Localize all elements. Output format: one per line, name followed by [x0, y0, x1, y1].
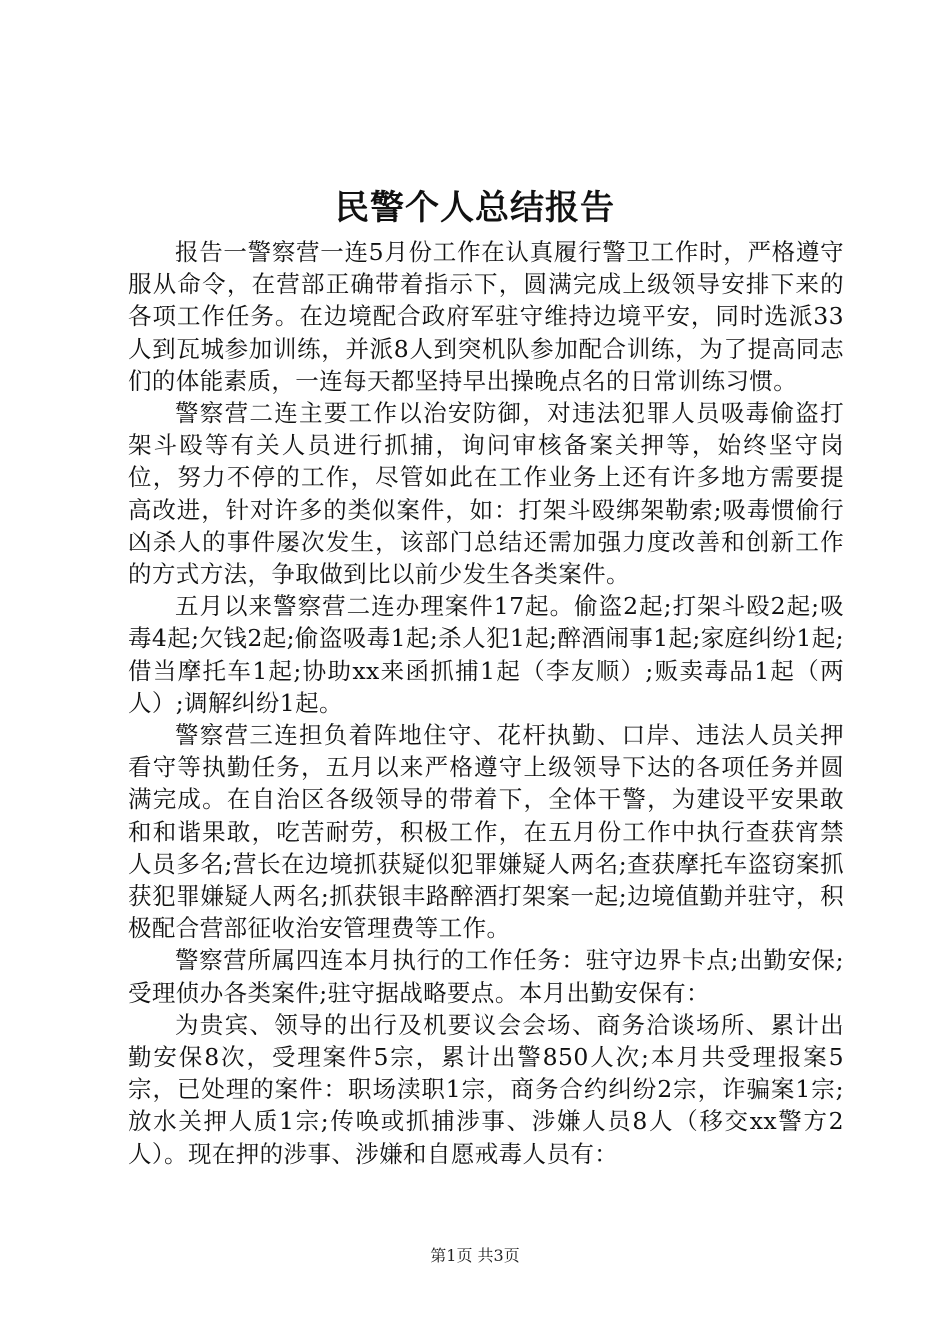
document-body [128, 236, 844, 1170]
paragraph-2: 警察营二连主要工作以治安防御，对违法犯罪人员吸毒偷盗打架斗殴等有关人员进行抓捕，询问审核备案关押等，始终坚守岗位，努力不停的工作，尽管如此在工作业务上还有许多地方需要提高改进，针对许多的类似案件，如：打架斗殴绑架勒索;吸毒惯偷行凶杀人的事件屡次发生，该部门总结还需加强力度改善和创新工作的方式方法，争取做到比以前少发生各类案件。 [128, 399, 844, 589]
paragraph-4: 警察营三连担负着阵地住守、花杆执勤、口岸、违法人员关押看守等执勤任务，五月以来严格遵守上级领导下达的各项任务并圆满完成。在自治区各级领导的带着下，全体干警，为建设平安果敢和和谐果敢，吃苦耐劳，积极工作，在五月份工作中执行查获宵禁人员多名;营长在边境抓获疑似犯罪嫌疑人两名;查获摩托车盗窃案抓获犯罪嫌疑人两名;抓获银丰路醉酒打架案一起;边境值勤并驻守，积极配合营部征收治安管理费等工作。 [128, 721, 844, 943]
paragraph-1: 报告一警察营一连5月份工作在认真履行警卫工作时，严格遵守服从命令，在营部正确带着指示下，圆满完成上级领导安排下来的各项工作任务。在边境配合政府军驻守维持边境平安，同时选派33人到瓦城参加训练，并派8人到突机队参加配合训练，为了提高同志们的体能素质，一连每天都坚持早出操晚点名的日常训练习惯。 [128, 238, 844, 395]
page-number-footer: 第1页 共3页 [430, 1246, 520, 1265]
document-title: 民警个人总结报告 [335, 188, 615, 228]
paragraph-3: 五月以来警察营二连办理案件17起。偷盗2起;打架斗殴2起;吸毒4起;欠钱2起;偷盗吸毒1起;杀人犯1起;醉酒闹事1起;家庭纠纷1起;借当摩托车1起;协助xx来函抓捕1起（李友顺）;贩卖毒品1起（两人）;调解纠纷1起。 [128, 592, 844, 717]
paragraph-6: 为贵宾、领导的出行及机要议会会场、商务洽谈场所、累计出勤安保8次，受理案件5宗，累计出警850人次;本月共受理报案5宗，已处理的案件：职场渎职1宗，商务合约纠纷2宗，诈骗案1宗;放水关押人质1宗;传唤或抓捕涉事、涉嫌人员8人（移交xx警方2人）。现在押的涉事、涉嫌和自愿戒毒人员有： [128, 1010, 844, 1168]
paragraph-5: 警察营所属四连本月执行的工作任务：驻守边界卡点;出勤安保;受理侦办各类案件;驻守据战略要点。本月出勤安保有： [128, 946, 844, 1007]
